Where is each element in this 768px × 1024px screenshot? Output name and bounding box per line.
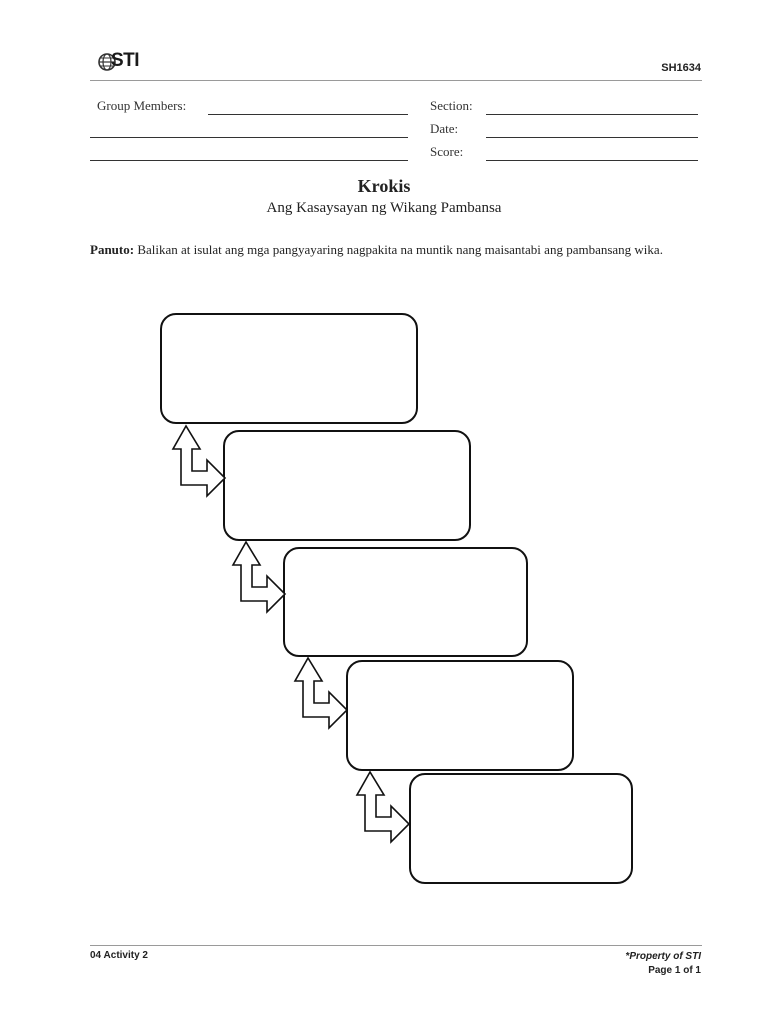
score-label: Score: — [430, 144, 464, 159]
bent-arrow-icon-3 — [295, 658, 347, 728]
instructions — [90, 240, 702, 259]
group-members-label: Group Members: — [97, 98, 187, 113]
krokis-box-4[interactable] — [346, 660, 574, 771]
footer-page-number: Page 1 of 1 — [648, 965, 701, 976]
group-members-line-2[interactable] — [90, 137, 408, 138]
sti-logo — [97, 50, 145, 74]
header-rule — [90, 80, 702, 81]
footer-rule — [90, 945, 702, 946]
instructions-text: Balikan at isulat ang mga pangyayaring nagpakita na muntik nang maisantabi ang pambansang wika. — [134, 242, 663, 257]
page-title: Krokis — [357, 176, 411, 196]
footer-meta — [625, 950, 701, 978]
footer-activity: 04 Activity 2 — [90, 950, 148, 961]
group-members-line-1[interactable] — [208, 114, 408, 115]
instructions-lead: Panuto: — [90, 242, 135, 257]
section-label: Section: — [430, 98, 473, 113]
date-line[interactable] — [486, 137, 698, 138]
document-code: SH1634 — [661, 62, 701, 74]
krokis-box-3[interactable] — [283, 547, 528, 657]
bent-arrow-icon-1 — [173, 426, 225, 496]
logo-text: STI — [111, 50, 140, 71]
bent-arrow-icon-2 — [233, 542, 285, 612]
krokis-box-5[interactable] — [409, 773, 633, 884]
footer-property: *Property of STI — [625, 951, 701, 962]
score-line[interactable] — [486, 160, 698, 161]
krokis-box-2[interactable] — [223, 430, 471, 541]
page-subtitle: Ang Kasaysayan ng Wikang Pambansa — [266, 200, 502, 216]
group-members-line-3[interactable] — [90, 160, 408, 161]
bent-arrow-icon-4 — [357, 772, 409, 842]
krokis-box-1[interactable] — [160, 313, 418, 424]
section-line[interactable] — [486, 114, 698, 115]
date-label: Date: — [430, 121, 459, 136]
